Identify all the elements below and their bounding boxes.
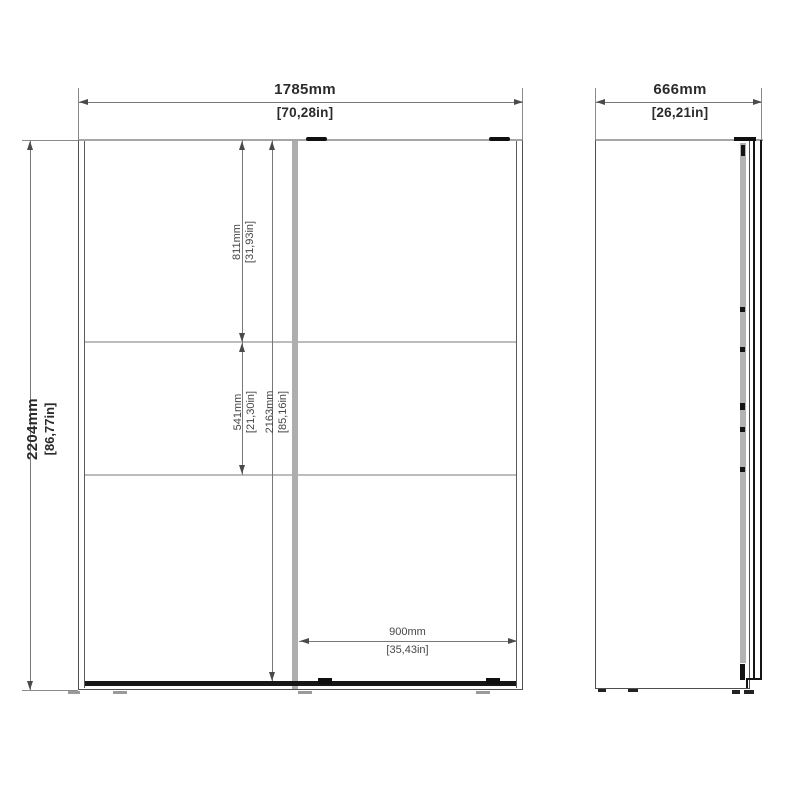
dim-arrow-right-icon (753, 99, 762, 105)
middle-section-in-label: [21,30in] (244, 390, 257, 434)
extension-line (595, 88, 596, 139)
side-depth-in-label: [26,21in] (651, 105, 709, 120)
middle-section-mm-label: 541mm (231, 393, 244, 431)
extension-line (761, 88, 762, 139)
front-height-in-label: [86,77in] (41, 402, 57, 456)
dimension-line (595, 102, 762, 103)
door-width-mm-label: 900mm (389, 626, 426, 638)
front-height-mm-label: 2204mm (23, 398, 41, 460)
front-width-mm-label: 1785mm (274, 81, 336, 98)
dim-arrow-left-icon (596, 99, 605, 105)
side-depth-mm-label: 666mm (653, 81, 707, 98)
door-width-in-label: [35,43in] (386, 644, 429, 656)
interior-height-mm-label: 2163mm (263, 390, 276, 434)
front-width-in-label: [70,28in] (276, 105, 334, 120)
upper-section-in-label: [31,93in] (243, 220, 256, 264)
upper-section-mm-label: 811mm (230, 224, 243, 260)
interior-height-in-label: [85,16in] (276, 390, 289, 434)
